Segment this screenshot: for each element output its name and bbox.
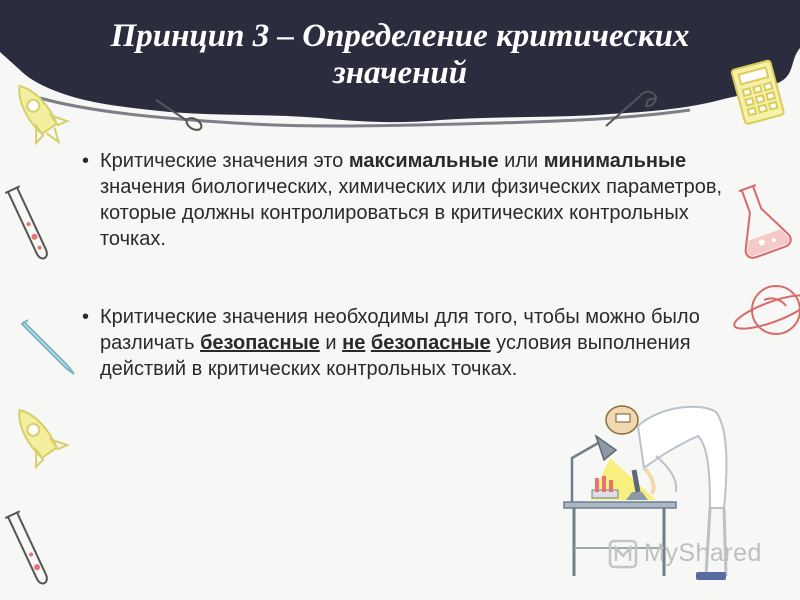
bullet-text [100,150,722,250]
emphasis-safe: безопасные [200,332,320,354]
bullet-marker: • [82,306,90,328]
emphasis-safe: безопасные [370,332,491,354]
emphasis-max: максимальные [348,150,499,172]
bullet-text [100,306,700,380]
emphasis-min: минимальные [543,150,687,172]
bullet-marker: • [82,150,90,172]
text-segment: значения биологических, химических или физических параметров, которые должны контролироваться в критических контрольных точках. [100,176,723,250]
bullet-list [82,148,732,382]
text-segment: или [498,150,544,172]
watermark-text: MyShared [644,539,762,567]
text-segment: Критические значения это [100,150,349,172]
text-segment: Критические значения необходимы для того, чтобы можно было различать [100,306,700,354]
test-tube-icon [4,505,54,595]
bullet-item [82,148,732,252]
slide-title: Принцип 3 – Определение критических значений [110,18,690,91]
flask-icon [724,180,794,260]
emphasis-not: не [342,332,366,354]
watermark [608,536,778,572]
spoon-icon [150,92,210,132]
text-segment: и [319,332,343,354]
calculator-icon [728,58,790,128]
text-segment: условия выполнения действий в критических контрольных точках. [100,332,691,380]
rocket-icon [4,398,74,478]
wrench-icon [600,86,660,131]
pencil-icon [14,312,84,382]
bullet-item [82,304,732,382]
myshared-logo-icon [608,539,638,569]
rocket-icon [4,74,74,154]
test-tube-icon [4,180,54,270]
planet-icon [728,270,800,350]
